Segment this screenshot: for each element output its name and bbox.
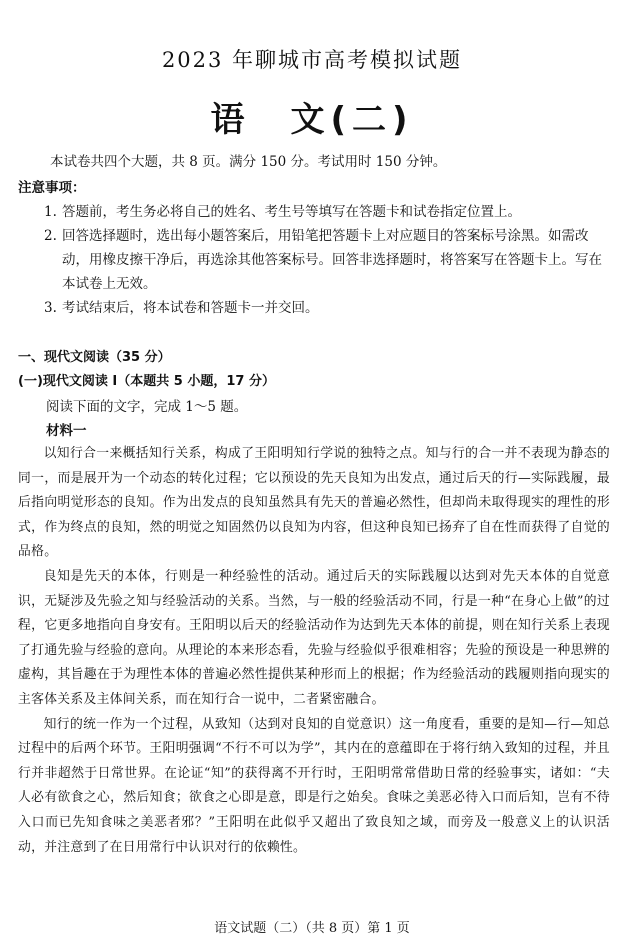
passage-paragraph: 知行的统一作为一个过程，从致知（达到对良知的自觉意识）这一角度看，重要的是知—行—知总过程中的后两个环节。王阳明强调“不行不可以为学”，其内在的意蕴即在于将行纳入致知的过程，并且行并非超然于日常世界。在论证“知”的获得离不开行时，王阳明常常借助日常的经验事实，诸如：“夫人必有欲食之心，然后知食；欲食之心即是意，即是行之始矣。食味之美恶必待入口而后知，岂有不待入口而已先知食味之美恶者邪？”王阳明在此似乎又超出了致良知之域，而旁及一般意义上的认识活动，并注意到了在日用常行中认识对行的依赖性。 bbox=[18, 716, 610, 855]
notice-item-number: 3. bbox=[44, 300, 57, 316]
notice-item-text: 考试结束后，将本试卷和答题卡一并交回。 bbox=[62, 300, 319, 316]
reading-passage bbox=[18, 442, 610, 860]
notice-item bbox=[44, 200, 614, 224]
notice-item bbox=[44, 296, 614, 320]
material-label: 材料一 bbox=[46, 423, 87, 439]
notice-item-number: 1. bbox=[44, 204, 57, 220]
notice-item-number: 2. bbox=[44, 228, 57, 244]
notice-item-text: 答题前，考生务必将自己的姓名、考生号等填写在答题卡和试卷指定位置上。 bbox=[62, 204, 521, 220]
exam-title: 2023 年聊城市高考模拟试题 bbox=[161, 48, 463, 72]
notice-list bbox=[44, 200, 614, 320]
passage-paragraph: 良知是先天的本体，行则是一种经验性的活动。通过后天的实际践履以达到对先天本体的自觉意识，无疑涉及先验之知与经验活动的关系。当然，与一般的经验活动不同，行是一种“在身心上做”的过程，它更多地指向自身安有。王阳明以后天的经验活动作为达到先天本体的前提，则在知行关系上表现了打通先验与经验的意向。从理论的本来形态看，先验与经验似乎很难相容；先验的预设是一种思辨的虚构，其旨趣在于为理性本体的普遍必然性提供某种形而上的根据；作为经验活动的践履则指向现实的主客体关系及主体间关系，而在知行合一说中，二者紧密融合。 bbox=[18, 568, 610, 707]
notice-item-text: 回答选择题时，选出每小题答案后，用铅笔把答题卡上对应题目的答案标号涂黑。如需改动，用橡皮擦干净后，再选涂其他答案标号。回答非选择题时，将答案写在答题卡上。写在本试卷上无效。 bbox=[62, 228, 602, 292]
passage-paragraph: 以知行合一来概括知行关系，构成了王阳明知行学说的独特之点。知与行的合一并不表现为静态的同一，而是展开为一个动态的转化过程；它以预设的先天良知为出发点，通过后天的行—实际践履，最后指向明觉形态的良知。作为出发点的良知虽然具有先天的普遍必然性，但却尚未取得现实的理性的形式，作为终点的良知，然的明觉之知固然仍以良知为内容，但这种良知已扬弃了自在性而获得了自觉的品格。 bbox=[18, 446, 610, 560]
reading-instruction: 阅读下面的文字，完成 1～5 题。 bbox=[46, 399, 248, 415]
subject-title: 语 文(二) bbox=[210, 100, 414, 140]
section-heading: 一、现代文阅读（35 分） bbox=[18, 350, 171, 365]
exam-intro: 本试卷共四个大题，共 8 页。满分 150 分。考试用时 150 分钟。 bbox=[50, 154, 447, 170]
page-footer: 语文试题（二）（共 8 页）第 1 页 bbox=[214, 921, 410, 936]
subsection-heading: (一)现代文阅读 Ⅰ（本题共 5 小题，17 分） bbox=[18, 374, 275, 389]
notice-heading: 注意事项： bbox=[18, 180, 86, 196]
notice-item bbox=[44, 224, 614, 296]
